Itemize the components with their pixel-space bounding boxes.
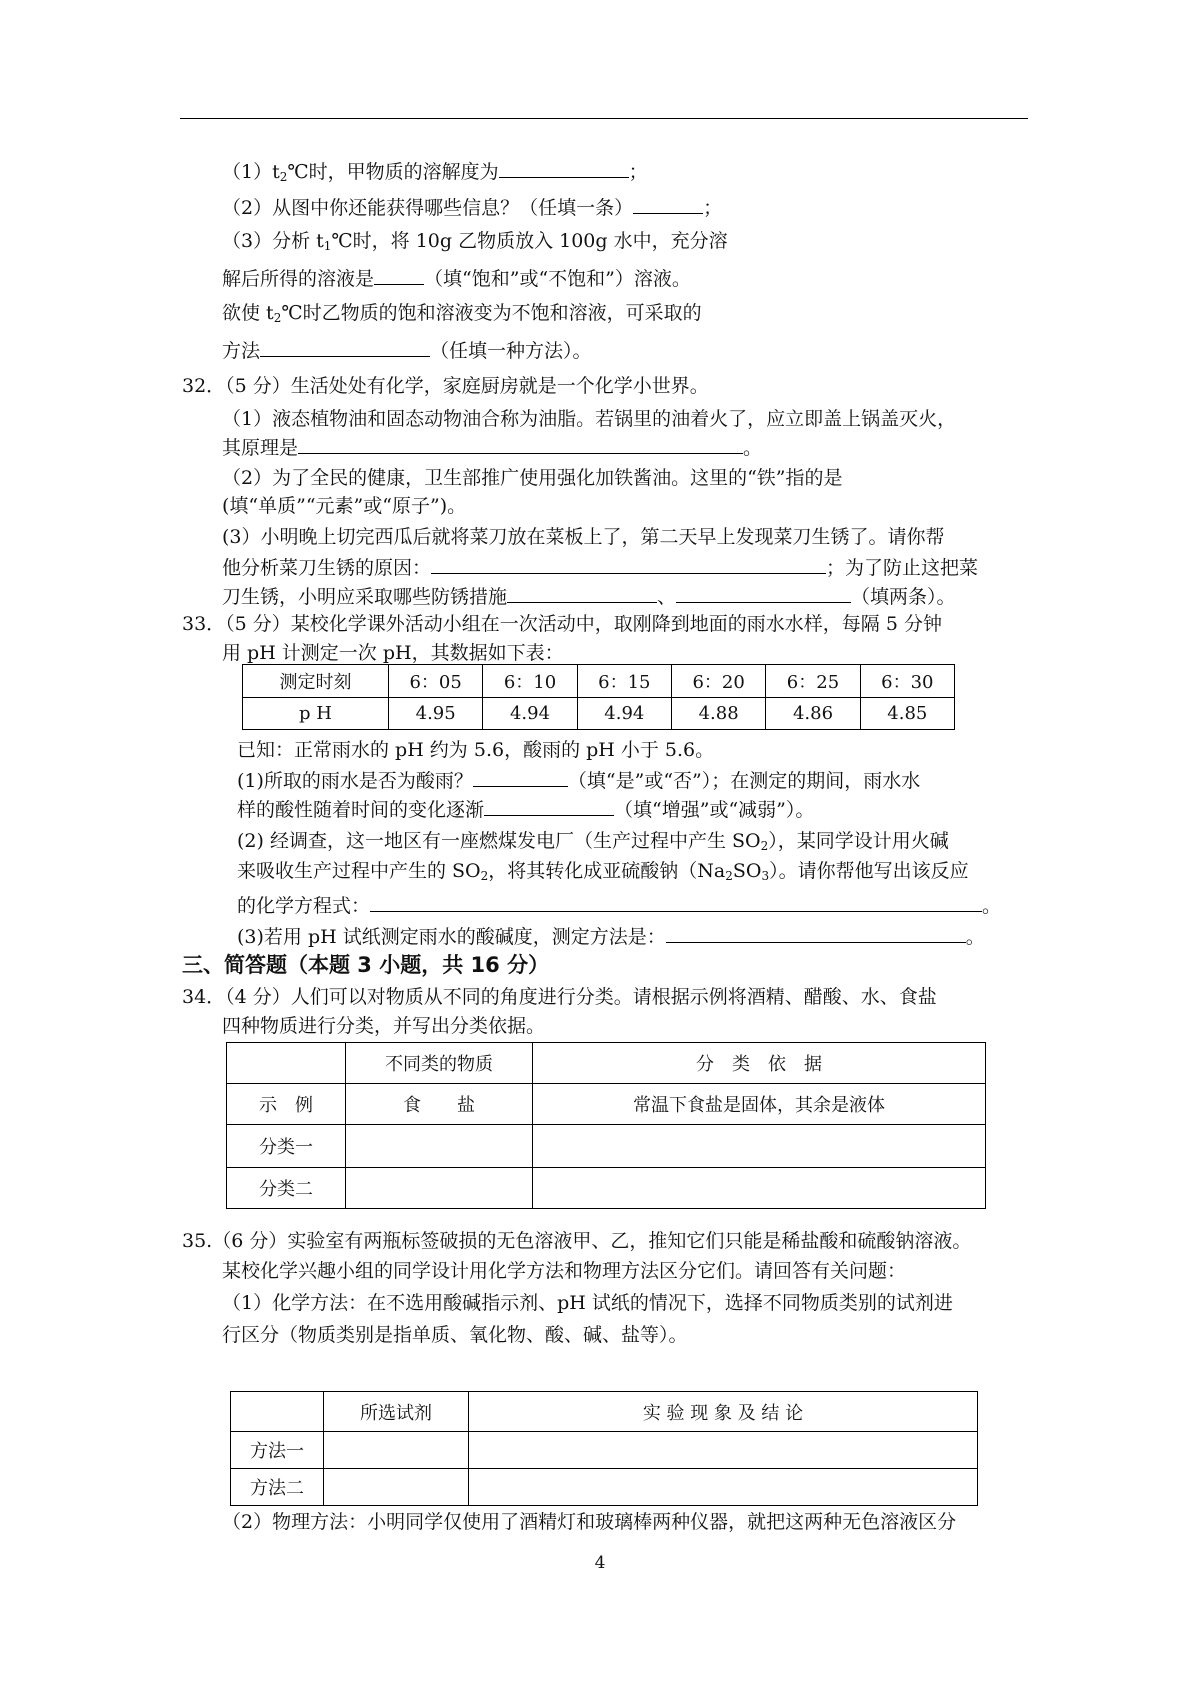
q31-l5b: ℃时乙物质的饱和溶液变为不饱和溶液，可采取的 [281, 302, 702, 324]
q32-l7b: 、 [657, 586, 677, 608]
answer-blank[interactable] [260, 336, 430, 357]
answer-blank[interactable] [374, 264, 424, 285]
q32-line-7 [222, 582, 956, 610]
q33-l6d: ）。请你帮他写出该反应 [769, 860, 969, 882]
q33-l7b: 。 [982, 895, 1002, 917]
q33-l8a: (3)若用 pH 试纸测定雨水的酸碱度，测定方法是： [237, 926, 666, 948]
q33-line-8 [237, 922, 985, 950]
table-cell: 4.94 [483, 698, 577, 730]
answer-cell[interactable] [469, 1432, 978, 1469]
section-heading: 三、简答题（本题 3 小题，共 16 分） [182, 953, 550, 977]
table-row [227, 1084, 986, 1125]
q32-l7a: 刀生锈，小明应采取哪些防锈措施 [222, 586, 508, 608]
table-row [227, 1168, 986, 1209]
q31-l5-sub: 2 [273, 311, 282, 325]
table-cell: 6：05 [389, 665, 483, 698]
q33-line-6 [237, 858, 969, 889]
q31-l5a: 欲使 t [222, 302, 274, 324]
table-cell: 不同类的物质 [346, 1043, 533, 1084]
answer-blank[interactable] [473, 766, 568, 787]
q31-l1-sub: 2 [279, 170, 288, 184]
q33-l8b: 。 [965, 926, 985, 948]
q31-l1b: ℃时，甲物质的溶解度为 [287, 161, 499, 183]
answer-blank[interactable] [633, 193, 703, 214]
table-cell: 6：30 [860, 665, 954, 698]
q31-l1c: ； [628, 161, 648, 183]
answer-blank[interactable] [666, 922, 966, 943]
q32-l6b: ；为了防止这把菜 [826, 557, 979, 579]
answer-blank[interactable] [431, 553, 826, 574]
q32-l7c: （填两条）。 [851, 586, 956, 608]
table-cell: 6：20 [671, 665, 765, 698]
q33-line-5 [237, 828, 949, 859]
q33-l6c: SO [732, 860, 762, 882]
q33-l5-sub: 2 [760, 839, 769, 853]
table-cell: 6：25 [766, 665, 860, 698]
table-cell: 食 盐 [346, 1084, 533, 1125]
q35-line-3: 行区分（物质类别是指单质、氧化物、酸、碱、盐等）。 [222, 1324, 688, 1346]
table-row [231, 1469, 978, 1506]
q31-l3a: （3）分析 t [222, 230, 324, 252]
q31-l6b: （任填一种方法）。 [430, 340, 592, 362]
table-cell [231, 1392, 324, 1432]
table-cell: 分类一 [227, 1125, 346, 1168]
q31-l4a: 解后所得的溶液是 [222, 268, 375, 290]
table-cell: p H [243, 698, 389, 730]
table-cell: 测定时刻 [243, 665, 389, 698]
table-cell: 分 类 依 据 [533, 1043, 986, 1084]
q33-l4b: （填“增强”或“减弱”）。 [614, 799, 815, 821]
table-row [231, 1432, 978, 1469]
q33-l6-sub2: 2 [725, 869, 733, 883]
q31-l4b: （填“饱和”或“不饱和”）溶液。 [424, 268, 691, 290]
q31-l2b: ； [703, 197, 723, 219]
table-cell: 4.85 [860, 698, 954, 730]
answer-blank[interactable] [507, 582, 657, 603]
q32-line-4: (填“单质”“元素”或“原子”)。 [222, 495, 467, 517]
table-cell: 4.94 [577, 698, 671, 730]
answer-blank[interactable] [499, 157, 629, 178]
q33-l3b: （填“是”或“否”）；在测定的期间，雨水水 [567, 770, 921, 792]
q31-line-3 [222, 228, 728, 259]
table-cell: 所选试剂 [324, 1392, 469, 1432]
q33-l6a: 来吸收生产过程中产生的 SO [237, 860, 481, 882]
header-rule [180, 118, 1028, 119]
q32-title: 32．（5 分）生活处处有化学，家庭厨房就是一个化学小世界。 [182, 375, 709, 397]
answer-blank[interactable] [676, 582, 851, 603]
q34-title: 34．（4 分）人们可以对物质从不同的角度进行分类。请根据示例将酒精、醋酸、水、食盐 [182, 986, 937, 1008]
q31-l3b: ℃时，将 10g 乙物质放入 100g 水中，充分溶 [331, 230, 728, 252]
answer-cell[interactable] [346, 1168, 533, 1209]
answer-cell[interactable] [533, 1168, 986, 1209]
q33-l4a: 样的酸性随着时间的变化逐渐 [237, 799, 485, 821]
q35-line-4: （2）物理方法：小明同学仅使用了酒精灯和玻璃棒两种仪器，就把这两种无色溶液区分 [222, 1511, 957, 1533]
q31-line-5 [222, 300, 702, 331]
q32-l2b: 。 [743, 437, 763, 459]
q33-l3a: (1)所取的雨水是否为酸雨？ [237, 770, 473, 792]
q32-line-1: （1）液态植物油和固态动物油合称为油脂。若锅里的油着火了，应立即盖上锅盖灭火， [222, 408, 957, 430]
answer-cell[interactable] [324, 1432, 469, 1469]
q31-line-6 [222, 336, 592, 364]
table-cell: 6：10 [483, 665, 577, 698]
table-cell: 4.95 [389, 698, 483, 730]
q32-line-5: (3）小明晚上切完西瓜后就将菜刀放在菜板上了，第二天早上发现菜刀生锈了。请你帮 [222, 526, 945, 548]
table-cell: 示 例 [227, 1084, 346, 1125]
q33-l6-sub3: 3 [761, 869, 770, 883]
q31-line-1 [222, 157, 648, 190]
q31-line-2 [222, 193, 722, 221]
q32-line-3: （2）为了全民的健康，卫生部推广使用强化加铁酱油。这里的“铁”指的是 [222, 467, 843, 489]
table-cell: 方法一 [231, 1432, 324, 1469]
table-row [227, 1125, 986, 1168]
q31-l6a: 方法 [222, 340, 261, 362]
table-header-row [231, 1392, 978, 1432]
answer-cell[interactable] [469, 1469, 978, 1506]
q35-line-1: 某校化学兴趣小组的同学设计用化学方法和物理方法区分它们。请回答有关问题： [222, 1260, 907, 1282]
page-number: 4 [594, 1553, 606, 1573]
table-cell: 6：15 [577, 665, 671, 698]
q33-title: 33．（5 分）某校化学课外活动小组在一次活动中，取刚降到地面的雨水水样，每隔 5 分钟 [182, 613, 942, 635]
q32-l2a: 其原理是 [222, 437, 299, 459]
method-table [230, 1391, 978, 1506]
q33-line-2: 已知：正常雨水的 pH 约为 5.6，酸雨的 pH 小于 5.6。 [237, 739, 715, 761]
q31-line-4 [222, 264, 691, 292]
table-header-row [227, 1043, 986, 1084]
answer-blank[interactable] [370, 891, 982, 912]
q33-line-7 [237, 891, 1001, 919]
answer-cell[interactable] [324, 1469, 469, 1506]
answer-cell[interactable] [533, 1125, 986, 1168]
q32-line-6 [222, 553, 978, 581]
q33-line-4 [237, 795, 814, 823]
answer-cell[interactable] [346, 1125, 533, 1168]
ph-table-row-ph [243, 698, 955, 730]
table-cell: 常温下食盐是固体，其余是液体 [533, 1084, 986, 1125]
table-cell: 实 验 现 象 及 结 论 [469, 1392, 978, 1432]
q33-line-1: 用 pH 计测定一次 pH，其数据如下表： [222, 642, 564, 664]
table-cell: 方法二 [231, 1469, 324, 1506]
q35-title: 35.（6 分）实验室有两瓶标签破损的无色溶液甲、乙，推知它们只能是稀盐酸和硫酸钠溶液。 [182, 1230, 972, 1252]
ph-table [242, 664, 955, 730]
table-cell: 4.86 [766, 698, 860, 730]
answer-blank[interactable] [298, 433, 743, 454]
q32-line-2 [222, 433, 762, 461]
q33-l5a: (2) 经调查，这一地区有一座燃煤发电厂（生产过程中产生 SO [237, 830, 761, 852]
answer-blank[interactable] [484, 795, 614, 816]
q33-l6-sub: 2 [480, 869, 489, 883]
q33-l6b: ，将其转化成亚硫酸钠（Na [488, 860, 726, 882]
q33-l7a: 的化学方程式： [237, 895, 371, 917]
q33-l5b: ），某同学设计用火碱 [768, 830, 949, 852]
q34-line-1: 四种物质进行分类，并写出分类依据。 [222, 1015, 546, 1037]
classification-table [226, 1042, 986, 1209]
q31-l3-sub: 1 [323, 239, 332, 253]
q33-line-3 [237, 766, 920, 794]
table-cell [227, 1043, 346, 1084]
ph-table-row-time [243, 665, 955, 698]
q31-l1a: （1）t [222, 161, 280, 183]
table-cell: 分类二 [227, 1168, 346, 1209]
q32-l6a: 他分析菜刀生锈的原因： [222, 557, 432, 579]
q35-line-2: （1）化学方法：在不选用酸碱指示剂、pH 试纸的情况下，选择不同物质类别的试剂进 [222, 1292, 953, 1314]
table-cell: 4.88 [671, 698, 765, 730]
q31-l2a: （2）从图中你还能获得哪些信息？（任填一条） [222, 197, 634, 219]
